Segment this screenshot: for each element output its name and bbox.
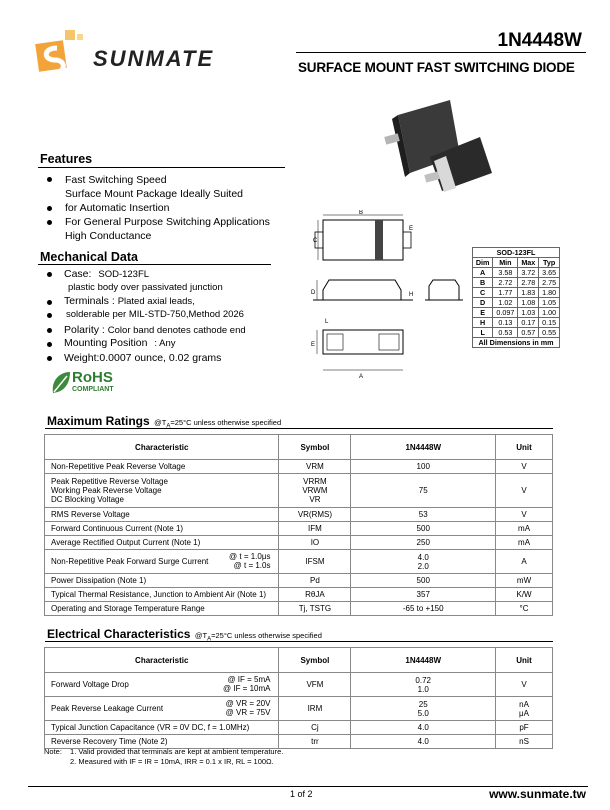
cond-prefix: @T [194,631,208,640]
cell-characteristic [45,588,279,602]
rohs-text: RoHS [72,369,113,386]
symbol-line: VFM [306,680,324,689]
dim-col-header: Dim [473,258,493,268]
cell-value [351,474,496,508]
characteristic-line: Operating and Storage Temperature Range [51,604,205,613]
feature-item: Fast Switching Speed [65,174,167,186]
cell-characteristic [45,673,279,697]
notes-label: Note: [44,747,62,756]
table-row [45,673,553,697]
cell-characteristic [45,721,279,735]
unit-line: μA [519,708,529,718]
value-line: 500 [416,576,430,585]
cell-value [351,460,496,474]
cond-sub: A [166,423,171,430]
dim-row [473,268,560,278]
table-row [45,721,553,735]
terminals-value: Plated axial leads, [117,296,195,307]
bullet [47,206,52,211]
symbol-line: VR(RMS) [297,510,333,519]
cell-symbol [279,735,351,749]
value-line: 25 [418,699,428,709]
table-row [45,522,553,536]
dim-value: 3.65 [539,268,560,278]
rohs-badge [50,368,130,398]
cell-unit [496,508,553,522]
max-ratings-rule [45,428,553,429]
table-row [45,508,553,522]
dimension-table [472,247,560,348]
dim-letter: H [473,318,493,328]
bullet [47,220,52,225]
characteristic-line: RMS Reverse Voltage [51,510,130,519]
dim-row [473,328,560,338]
col-header-characteristic: Characteristic [45,648,279,673]
dim-row [473,298,560,308]
cell-symbol [279,721,351,735]
condition-line: @ VR = 75V [225,708,271,717]
value-line: -65 to +150 [402,604,444,613]
symbol-line: VRM [306,462,324,471]
bullet [47,313,52,318]
cell-symbol [279,474,351,508]
symbol-line: RθJA [305,590,325,599]
dim-table-title: SOD-123FL [473,248,560,258]
feature-item: Surface Mount Package Ideally Suited [65,188,244,200]
dim-value: 2.75 [539,278,560,288]
feature-item: for Automatic Insertion [65,202,170,214]
cell-symbol [279,460,351,474]
cell-characteristic [45,536,279,550]
symbol-line: VRRM [303,477,327,486]
cell-symbol [279,550,351,574]
unit-line: K/W [516,590,532,599]
condition-block [226,699,271,717]
bullet [47,272,52,277]
bullet [47,342,52,347]
features-rule [38,167,285,168]
dim-col-header: Min [493,258,518,268]
package-photo-icon [380,95,500,195]
bullet [47,328,52,333]
page-number: 1 of 2 [290,789,313,799]
dim-row [473,308,560,318]
cell-value [351,735,496,749]
max-ratings-table [44,434,553,616]
feature-item: For General Purpose Switching Applications [65,216,270,228]
col-header-unit: Unit [496,648,553,673]
cell-value [351,522,496,536]
dim-value: 0.17 [518,318,539,328]
cell-unit [496,697,553,721]
cell-unit [496,550,553,574]
dim-value: 1.05 [539,298,560,308]
dim-value: 1.00 [539,308,560,318]
value-line: 4.0 [417,552,429,562]
mounting-line [64,336,176,351]
table-row [45,588,553,602]
weight-line: Weight:0.0007 ounce, 0.02 grams [64,352,222,364]
cell-characteristic [45,508,279,522]
dim-letter: B [473,278,493,288]
characteristic-line: Average Rectified Output Current (Note 1) [51,538,201,547]
notes [44,747,283,757]
dim-value: 1.80 [539,288,560,298]
dim-value: 2.72 [493,278,518,288]
cell-value [351,673,496,697]
unit-line: V [521,510,527,519]
cell-symbol [279,522,351,536]
characteristic-line: Forward Voltage Drop [51,680,129,689]
table-row [45,602,553,616]
cell-value [351,550,496,574]
cond-sub: A [207,636,212,643]
unit-line: mW [516,576,532,585]
value-line: 1.0 [417,684,429,694]
dim-row [473,318,560,328]
symbol-line: IRM [307,704,323,713]
bullet [47,177,52,182]
characteristic-line: Forward Continuous Current (Note 1) [51,524,184,533]
cell-value [351,508,496,522]
cell-value [351,602,496,616]
value-line: 0.72 [415,675,431,685]
value-line: 2.0 [417,561,429,571]
cell-unit [496,721,553,735]
dim-value: 0.13 [493,318,518,328]
characteristic-line: Typical Thermal Resistance, Junction to Ambient Air (Note 1) [51,590,267,599]
elec-rule [45,641,553,642]
logo-mark-icon [35,28,99,86]
cell-unit [496,574,553,588]
dim-letter: L [473,328,493,338]
cell-symbol [279,602,351,616]
cell-value [351,697,496,721]
logo [35,28,220,86]
bullet [47,356,52,361]
dim-label-d: D [311,290,316,296]
cell-unit [496,474,553,508]
case-value: SOD-123FL [98,269,150,280]
case-line [64,267,149,282]
dim-col-header: Typ [539,258,560,268]
dim-value: 3.72 [518,268,539,278]
cell-unit [496,673,553,697]
page-title: SURFACE MOUNT FAST SWITCHING DIODE [298,60,575,75]
unit-line: mA [518,538,531,547]
header-rule [296,52,586,53]
mechanical-rule [38,264,271,265]
cell-symbol [279,588,351,602]
dim-row [473,278,560,288]
symbol-line: Tj, TSTG [298,604,332,613]
dim-value: 0.15 [539,318,560,328]
symbol-line: Cj [311,723,319,732]
cond-prefix: @T [154,418,167,427]
part-number: 1N4448W [497,30,582,51]
dim-value: 0.097 [493,308,518,318]
cell-value [351,574,496,588]
characteristic-line: DC Blocking Voltage [51,495,124,504]
elec-table [44,647,553,749]
cell-characteristic [45,697,279,721]
symbol-line: IO [310,538,320,547]
logo-text: SUNMATE [93,46,215,71]
cell-unit [496,460,553,474]
characteristic-line: Power Dissipation (Note 1) [51,576,147,585]
mounting-value: : Any [154,338,176,349]
cell-value [351,588,496,602]
unit-line: nS [519,737,529,746]
characteristic-line: Non-Repetitive Peak Forward Surge Current [51,557,209,566]
value-line: 4.0 [417,723,429,732]
bullet [47,300,52,305]
value-line: 53 [418,510,428,519]
value-line: 500 [416,524,430,533]
dim-label-b: B [358,210,364,216]
dim-row [473,288,560,298]
mechanical-heading: Mechanical Data [40,250,138,264]
cathode-band [375,220,383,260]
unit-line: V [521,680,527,689]
unit-line: V [521,462,527,471]
case-label: Case: [64,268,92,280]
feature-item: High Conductance [65,230,152,242]
condition-line: @ t = 1.0μs [229,552,271,561]
characteristic-line: Working Peak Reverse Voltage [51,486,162,495]
table-row [45,474,553,508]
cell-unit [496,735,553,749]
condition-line: @ t = 1.0s [233,561,271,570]
outline-drawing [305,210,475,385]
features-heading: Features [40,152,93,166]
cell-unit [496,602,553,616]
dim-value: 1.08 [518,298,539,308]
col-header-value: 1N4448W [351,648,496,673]
max-ratings-condition [154,418,282,430]
max-ratings-heading: Maximum Ratings [47,414,150,428]
dim-value: 1.02 [493,298,518,308]
table-row [45,460,553,474]
cell-unit [496,522,553,536]
note-2: 2. Measured with IF = IR = 10mA, IRR = 0.1 x IR, RL = 100Ω. [70,757,274,766]
dim-label-l: L [325,319,329,325]
symbol-line: trr [311,737,319,746]
characteristic-line: Reverse Recovery Time (Note 2) [51,737,168,746]
dim-value: 0.55 [539,328,560,338]
symbol-line: IFSM [305,557,325,566]
polarity-label: Polarity : [64,324,105,336]
symbol-line: VR [309,495,321,504]
value-line: 250 [416,538,430,547]
dim-value: 2.78 [518,278,539,288]
characteristic-line: Typical Junction Capacitance (VR = 0V DC, f = 1.0MHz) [51,723,250,732]
case-detail: plastic body over passivated junction [68,282,223,293]
cell-symbol [279,673,351,697]
unit-line: nA [519,699,529,709]
table-row [45,536,553,550]
condition-line: @ IF = 5mA [227,675,271,684]
cell-symbol [279,697,351,721]
dim-col-header: Max [518,258,539,268]
cell-characteristic [45,550,279,574]
value-line: 4.0 [417,737,429,746]
dim-value: 1.83 [518,288,539,298]
dim-value: 1.03 [518,308,539,318]
dim-label-e2: E [311,342,316,348]
terminals-detail: solderable per MIL-STD-750,Method 2026 [66,309,244,320]
symbol-line: VRWM [302,486,328,495]
elec-heading: Electrical Characteristics [47,627,191,641]
table-row [45,550,553,574]
value-line: 357 [416,590,430,599]
website-link[interactable]: www.sunmate.tw [489,787,586,801]
cell-symbol [279,574,351,588]
dim-value: 0.53 [493,328,518,338]
value-line: 75 [418,486,428,495]
dim-label-c: C [313,238,318,244]
dim-label-a: A [358,374,364,380]
cell-characteristic [45,474,279,508]
condition-block [223,675,270,693]
col-header-unit: Unit [496,435,553,460]
dim-letter: D [473,298,493,308]
rohs-subtext: COMPLIANT [72,386,114,393]
value-line: 5.0 [417,708,429,718]
cell-characteristic [45,522,279,536]
cell-symbol [279,508,351,522]
characteristic-line: Peak Repetitive Reverse Voltage [51,477,168,486]
leaf-icon [50,370,72,396]
dim-label-e: E [409,226,414,232]
cond-rest: =25°C unless otherwise specified [211,631,322,640]
dim-letter: E [473,308,493,318]
dim-value: 0.57 [518,328,539,338]
terminals-line [64,294,195,309]
terminals-label: Terminals : [64,295,115,307]
unit-line: pF [519,723,529,732]
col-header-value: 1N4448W [351,435,496,460]
characteristic-line: Peak Reverse Leakage Current [51,704,164,713]
condition-line: @ IF = 10mA [223,684,271,693]
dim-letter: A [473,268,493,278]
col-header-characteristic: Characteristic [45,435,279,460]
note-1: 1. Valid provided that terminals are kept at ambient temperature. [70,747,284,756]
dim-label-h: H [409,292,414,298]
condition-line: @ VR = 20V [225,699,271,708]
condition-block [229,552,270,570]
symbol-line: Pd [310,576,320,585]
cell-characteristic [45,602,279,616]
col-header-symbol: Symbol [279,435,351,460]
characteristic-line: Non-Repetitive Peak Reverse Voltage [51,462,186,471]
cond-rest: =25°C unless otherwise specified [170,418,282,427]
dim-table-footer: All Dimensions in mm [473,338,560,348]
cell-characteristic [45,460,279,474]
cell-unit [496,536,553,550]
table-row [45,574,553,588]
unit-line: °C [519,604,529,613]
cell-unit [496,588,553,602]
cell-characteristic [45,574,279,588]
elec-condition [194,631,322,643]
unit-line: A [521,557,527,566]
cell-symbol [279,536,351,550]
unit-line: mA [518,524,531,533]
cell-value [351,536,496,550]
table-row [45,697,553,721]
value-line: 100 [416,462,430,471]
polarity-value: Color band denotes cathode end [107,325,246,336]
col-header-symbol: Symbol [279,648,351,673]
dim-value: 1.77 [493,288,518,298]
dim-value: 3.58 [493,268,518,278]
unit-line: V [521,486,527,495]
mounting-label: Mounting Position [64,337,148,349]
dim-letter: C [473,288,493,298]
cell-value [351,721,496,735]
symbol-line: IFM [308,524,322,533]
